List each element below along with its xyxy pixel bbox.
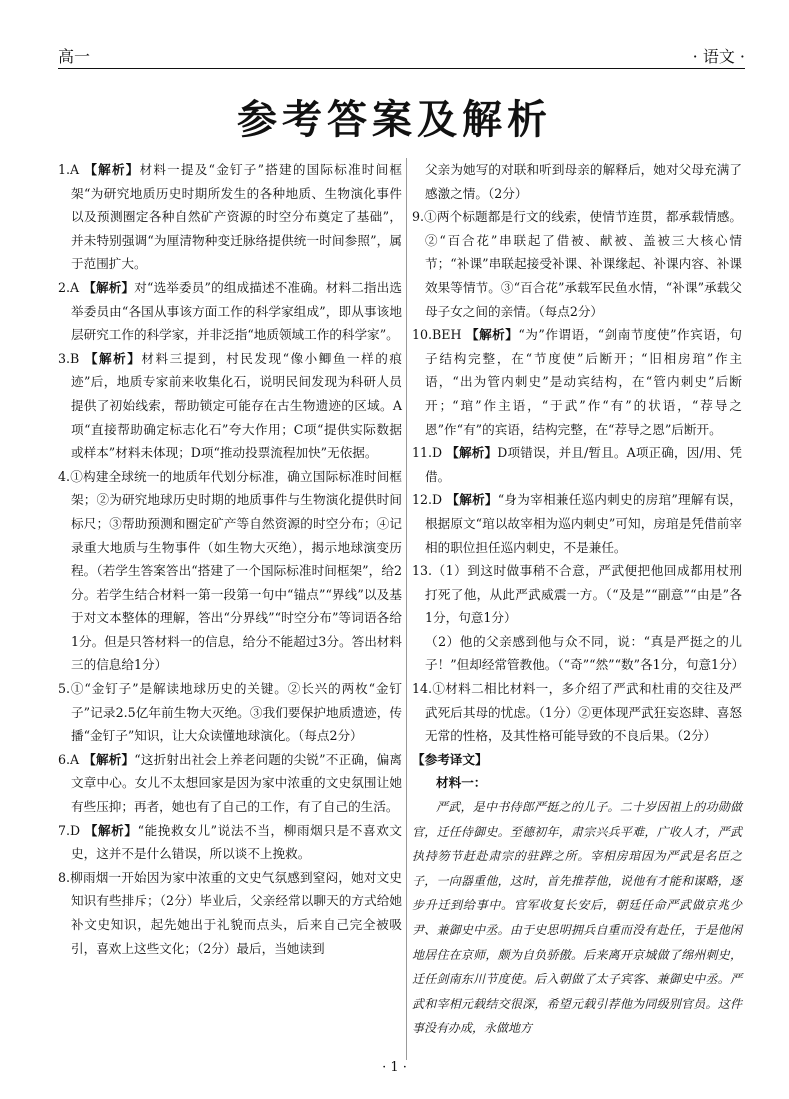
analysis-tag: 【解析】 <box>465 327 519 343</box>
answer-item <box>58 158 402 276</box>
answer-text: D项错误，并且/暂且。A项正确，因/用、凭借。 <box>425 445 742 484</box>
answer-choice: BEH <box>432 327 462 343</box>
answer-choice: D <box>70 822 81 838</box>
answer-number: 2. <box>58 279 71 295</box>
answer-number: 10. <box>412 327 433 343</box>
right-answers <box>412 158 745 748</box>
analysis-tag: 【解析】 <box>83 279 135 295</box>
analysis-tag: 【解析】 <box>446 492 498 508</box>
answer-text: “身为宰相兼任巡内刺史的房琯”理解有误，根据原文“琯以故宰相为巡内刺史”可知，房琯是凭借前宰相的职位担任巡内刺史，不是兼任。 <box>425 492 742 555</box>
analysis-tag: 【解析】 <box>446 445 498 461</box>
right-column <box>412 158 745 1041</box>
answer-text: ①构建全球统一的地质年代划分标准，确立国际标准时间框架；②为研究地球历史时期的地质事件与生物演化提供时间标尺；③帮助预测和圈定矿产等自然资源的时空分布；④记录重大地质与生物事件（如生物大灭绝），揭示地球演变历程。（若学生答案答出“搭建了一个国际标准时间框架”，给2分。若学生结合材料一第一段第一句中“锚点”“界线”以及基于对文本整体的理解，答出“分界线”“时空分布”等词语各给1分。但是只答材料一的信息，给分不能超过3分。答出材料三的信息给1分） <box>70 468 402 673</box>
answer-item <box>58 866 402 960</box>
page-number: · 1 · <box>382 1060 407 1075</box>
answer-text: ①两个标题都是行文的线索，使情节连贯，都承载情感。②“百合花”串联起了借被、献被、盖被三大核心情节；“补课”串联起接受补课、补课缘起、补课内容、补课效果等情节。③“百合花”承载军民鱼水情，“补课”承载父母子女之间的亲情。（每点2分） <box>424 209 742 319</box>
answer-item <box>58 677 402 748</box>
answer-text: ①材料二相比材料一，多介绍了严武和杜甫的交往及严武死后其母的忧虑。（1分）②更体现严武狂妄恣肆、喜怒无常的性格，及其性格可能导致的不良后果。（2分） <box>425 681 742 744</box>
analysis-tag: 【解析】 <box>84 162 140 177</box>
answer-item <box>58 748 402 819</box>
answer-text: 材料一提及“金钉子”搭建的国际标准时间框架“为研究地质历史时期所发生的各种地质、生物演化事件以及预测圈定各种自然矿产资源的时空分布奠定了基础”，并未特别强调“为厘清物种变迁脉络提供统一时间参照”，属于范围扩大。 <box>71 162 402 272</box>
answer-number: 3. <box>58 350 71 366</box>
answer-choice: A <box>70 162 80 177</box>
answer-choice: A <box>70 279 80 295</box>
answer-text: “这折射出社会上养老问题的尖锐”不正确，偏离文章中心。女儿不太想回家是因为家中浓重的文史氛围让她有些压抑；再者，她也有了自己的工作，有了自己的生活。 <box>71 751 402 815</box>
answer-item <box>412 205 742 323</box>
answer-item <box>58 819 402 866</box>
answer-text: 材料三提到，村民发现“像小鲫鱼一样的痕迹”后，地质专家前来收集化石，说明民间发现为科研人员提供了初始线索，帮助锁定可能存在古生物遗迹的区域。A项“直接帮助确定标志化石”夸大作用；C项“提供实际数据或样本”材料未体现；D项“推动投票流程加快”无依据。 <box>71 350 402 461</box>
answer-item <box>58 276 402 347</box>
answer-number: 11. <box>412 445 433 461</box>
answer-item <box>412 630 745 677</box>
reference-subheading: 材料一： <box>436 775 487 791</box>
page-title: 参考答案及解析 <box>237 97 552 143</box>
translation-text: 严武，是中书侍郎严挺之的儿子。二十岁因祖上的功勋做官，迁任侍御史。至德初年，肃宗兴兵平难，广收人才，严武执持笏节赶赴肃宗的驻跸之所。宰相房琯因为严武是名臣之子，一向器重他，这时，首先推荐他，说他有才能和谋略，逐步升迁到给事中。官军收复长安后，朝廷任命严武做京兆少尹、兼御史中丞。由于史思明拥兵自重而没有赴任，于是他闲地居住在京师，颇为自负骄傲。后来离开京城做了绵州刺史，迁任剑南东川节度使。后入朝做了太子宾客、兼御史中丞。严武和宰相元载结交很深，希望元载引荐他为同级别官员。这件事没有办成，永做地方 <box>412 800 742 1036</box>
header-rule <box>58 68 745 69</box>
grade-label: 高一 <box>58 47 91 66</box>
answer-text: “为”作谓语，“剑南节度使”作宾语，句子结构完整，在“节度使”后断开；“旧相房琯”作主语，“出为管内刺史”是动宾结构，在“管内刺史”后断开；“琯”作主语，“于武”作“有”的状语，“荐导之恩”作“有”的宾语，结构完整，在“荐导之恩”后断开。 <box>425 327 742 437</box>
column-divider <box>406 158 407 1060</box>
answer-number: 9. <box>412 209 425 225</box>
answer-choice: B <box>70 350 80 366</box>
answer-item <box>412 677 742 748</box>
answer-text: （2）他的父亲感到他与众不同，说：“真是严挺之的儿子！”但却经常管教他。（“奇”“然”“数”各1分，句意1分） <box>425 633 745 673</box>
answer-item <box>58 465 402 677</box>
answer-text: （1）到这时做事稍不合意，严武便把他回成都用杖刑打死了他，从此严武威震一方。（“及是”“副意”“由是”各1分，句意1分） <box>425 563 742 626</box>
answer-text: 柳雨烟一开始因为家中浓重的文史气氛感到窒闷，她对文史知识有些排斥；（2分）毕业后，父亲经常以聊天的方式给她补文史知识，起先她出于礼貌而点头，后来自己完全被吸引，喜欢上这些文化；（2分）最后，当她读到 <box>70 869 402 956</box>
answer-number: 7. <box>58 822 71 838</box>
answer-choice: D <box>432 492 443 508</box>
answer-number: 5. <box>58 681 71 697</box>
answer-number: 14. <box>412 681 433 697</box>
left-column <box>58 158 402 960</box>
analysis-tag: 【解析】 <box>83 751 135 767</box>
answer-text: 父亲为她写的对联和听到母亲的解释后，她对父母充满了感激之情。（2分） <box>425 162 742 201</box>
answer-number: 1. <box>58 162 71 177</box>
subject-label: · 语文 · <box>692 47 745 66</box>
answer-choice: A <box>70 751 80 767</box>
answer-item <box>412 323 742 441</box>
answer-number: 6. <box>58 751 71 767</box>
answer-number: 12. <box>412 492 433 508</box>
answer-item <box>412 488 742 559</box>
analysis-tag: 【解析】 <box>84 822 138 838</box>
answer-number: 4. <box>58 468 71 484</box>
answer-choice: D <box>432 445 443 461</box>
answer-text: “能挽救女儿”说法不当，柳雨烟只是不喜欢文史，这并不是什么错误，所以谈不上挽救。 <box>71 822 402 862</box>
page-header <box>58 44 745 66</box>
answer-item <box>58 347 402 465</box>
answer-item <box>412 158 742 205</box>
answer-text: 对“选举委员”的组成描述不准确。材料二指出选举委员由“各国从事该方面工作的科学家组成”，即从事该地层研究工作的科学家，并非泛指“地质领域工作的科学家”。 <box>71 279 402 343</box>
answer-number: 8. <box>58 869 71 885</box>
analysis-tag: 【解析】 <box>84 350 142 366</box>
reference-heading: 【参考译文】 <box>412 751 488 767</box>
answer-item <box>412 441 742 488</box>
answer-text: ①“金钉子”是解读地球历史的关键。②长兴的两枚“金钉子”记录2.5亿年前生物大灭绝。③我们要保护地质遗迹，传播“金钉子”知识，让大众读懂地球演化。（每点2分） <box>70 681 402 744</box>
answer-number: 13. <box>412 563 433 579</box>
answer-item <box>412 559 742 630</box>
